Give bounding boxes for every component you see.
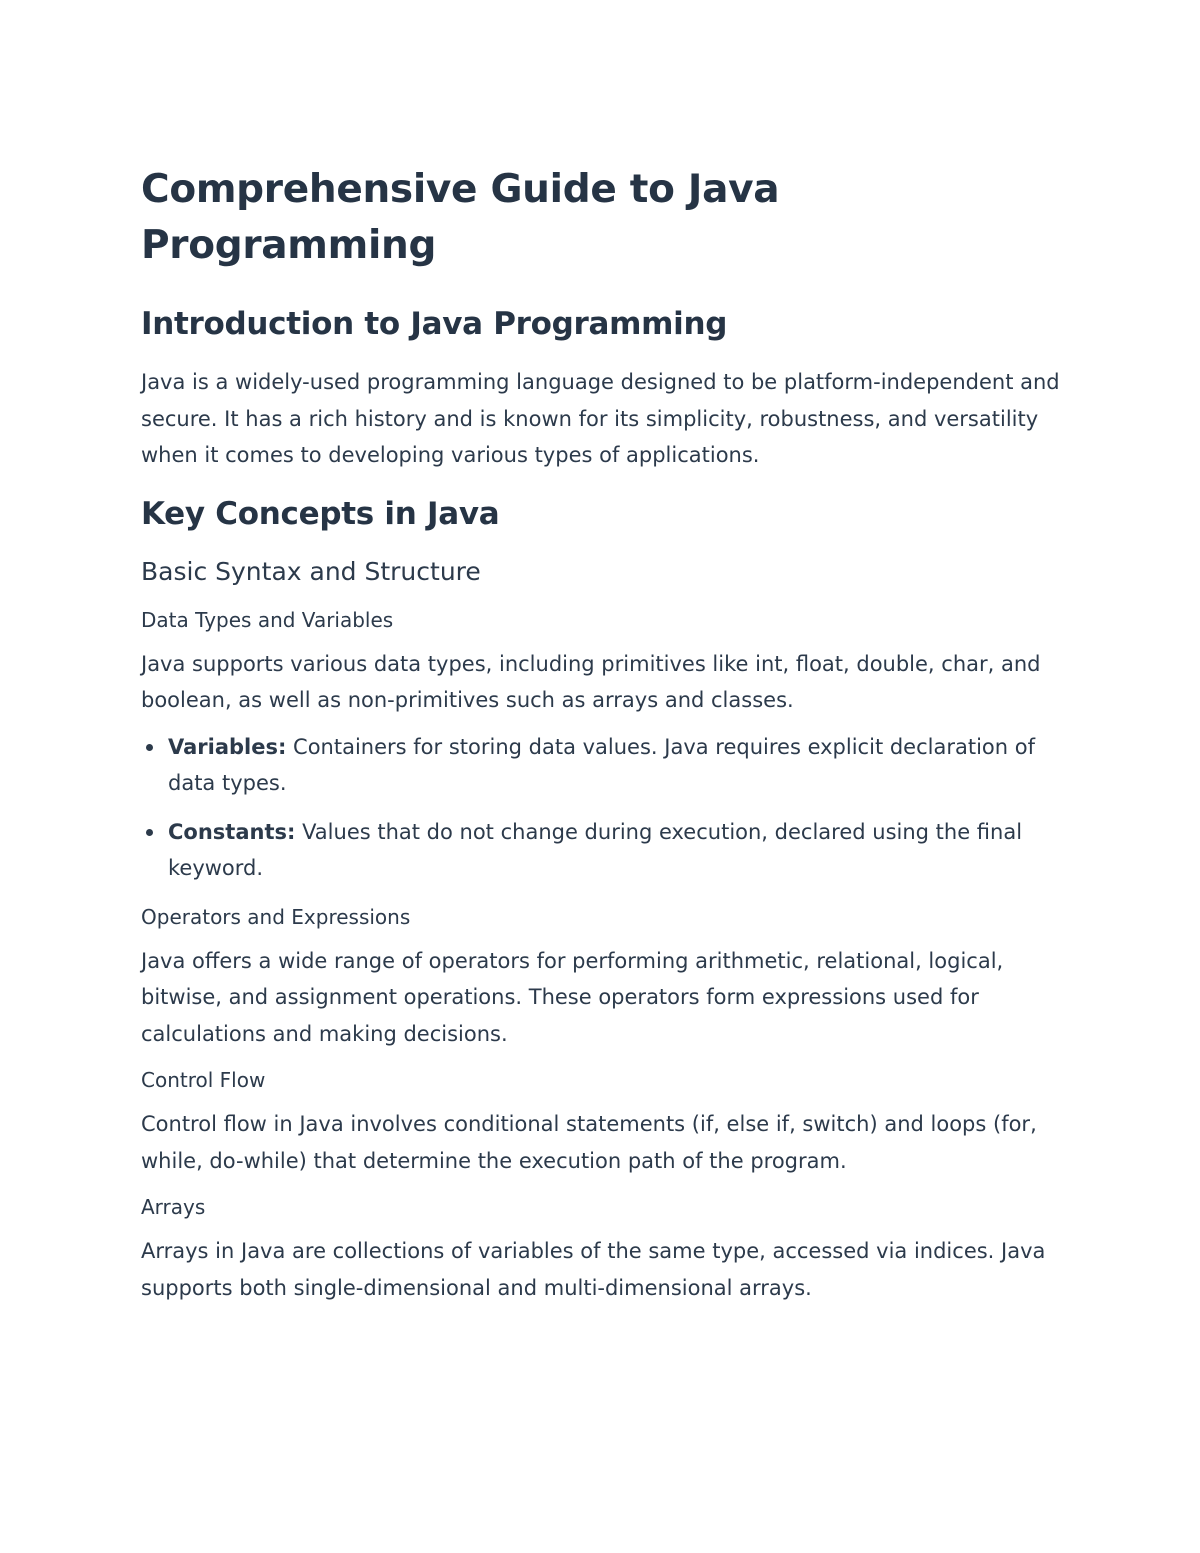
list-item-term: Variables: — [168, 734, 287, 759]
data-types-paragraph: Java supports various data types, including primitives like int, float, double, char, and boolean, as well as non-primitives such as arrays and classes. — [141, 651, 1041, 712]
list-item-text: Containers for storing data values. Java requires explicit declaration of data types. — [168, 734, 1035, 795]
document-title: Comprehensive Guide to Java Programming — [141, 167, 780, 268]
list-item-variables — [168, 729, 1060, 802]
section-heading-key-concepts: Key Concepts in Java — [141, 495, 500, 532]
operators-paragraph: Java offers a wide range of operators for performing arithmetic, relational, logical, bitwise, and assignment operations. These operators form expressions used for calculations and making decisions. — [141, 948, 1004, 1046]
introduction-paragraph: Java is a widely-used programming language designed to be platform-independent and secure. It has a rich history and is known for its simplicity, robustness, and versatility when it comes to developing various types of applications. — [141, 370, 1060, 467]
list-item-constants — [168, 814, 1060, 887]
section-heading-introduction: Introduction to Java Programming — [141, 306, 728, 342]
control-flow-paragraph: Control flow in Java involves conditional statements (if, else if, switch) and loops (for, while, do-while) that determine the execution path of the program. — [141, 1112, 1037, 1173]
list-item-text: Values that do not change during execution, declared using the final keyword. — [168, 819, 1023, 880]
data-types-list — [141, 729, 1060, 887]
subsubsection-heading-control-flow: Control Flow — [141, 1068, 266, 1092]
subsection-heading-basic-syntax: Basic Syntax and Structure — [141, 556, 481, 586]
subsubsection-heading-arrays: Arrays — [141, 1195, 206, 1219]
subsubsection-heading-data-types: Data Types and Variables — [141, 607, 394, 632]
bullet-icon — [146, 829, 153, 836]
arrays-paragraph: Arrays in Java are collections of variables of the same type, accessed via indices. Java supports both single-dimensional and multi-dimensional arrays. — [141, 1239, 1046, 1300]
bullet-icon — [146, 744, 153, 751]
list-item-term: Constants: — [168, 819, 296, 844]
subsubsection-heading-operators: Operators and Expressions — [141, 904, 411, 929]
